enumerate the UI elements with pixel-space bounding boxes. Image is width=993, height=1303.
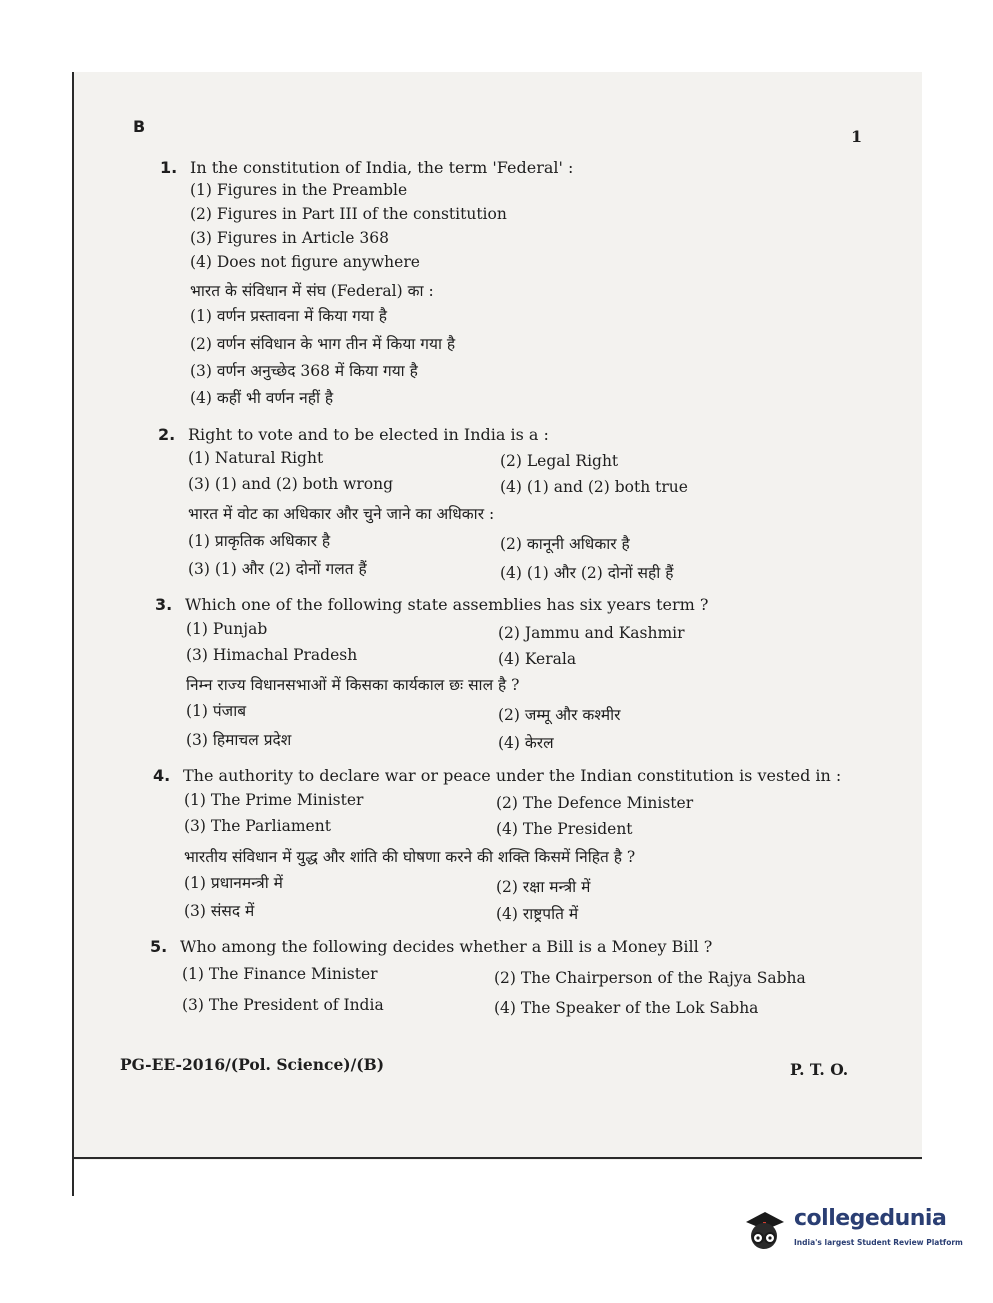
set-code: B — [133, 117, 146, 136]
hindi-option-1: (1) वर्णन प्रस्तावना में किया गया है — [190, 307, 388, 325]
option-3: (3) The Parliament — [184, 817, 331, 835]
question-number: 1. — [160, 158, 178, 177]
question-text: In the constitution of India, the term 'Federal' : — [190, 158, 574, 177]
hindi-option-3: (3) संसद में — [184, 902, 255, 920]
hindi-option-3: (3) (1) और (2) दोनों गलत हैं — [188, 560, 367, 578]
hindi-option-2: (2) रक्षा मन्त्री में — [496, 878, 591, 896]
collegedunia-watermark — [738, 1196, 968, 1260]
question-text: The authority to declare war or peace under the Indian constitution is vested in : — [183, 766, 842, 785]
brand-tagline: India's largest Student Review Platform — [794, 1238, 963, 1247]
option-3: (3) (1) and (2) both wrong — [188, 475, 394, 493]
option-4: (4) Kerala — [498, 650, 577, 668]
hindi-option-4: (4) केरल — [498, 734, 554, 752]
question-number: 4. — [153, 766, 171, 785]
question-number: 5. — [150, 937, 168, 956]
mascot-logo-icon — [738, 1196, 792, 1256]
hindi-question-text: भारतीय संविधान में युद्ध और शांति की घोषणा करने की शक्ति किसमें निहित है ? — [184, 848, 636, 866]
option-2: (2) Jammu and Kashmir — [498, 624, 685, 642]
option-4: (4) (1) and (2) both true — [500, 478, 688, 496]
hindi-option-1: (1) पंजाब — [186, 702, 247, 720]
paper-code: PG-EE-2016/(Pol. Science)/(B) — [120, 1055, 385, 1074]
option-1: (1) The Prime Minister — [184, 791, 364, 809]
hindi-option-2: (2) जम्मू और कश्मीर — [498, 706, 621, 724]
option-3: (3) Figures in Article 368 — [190, 229, 389, 247]
question-text: Right to vote and to be elected in India is a : — [188, 425, 549, 444]
page-number: 1 — [851, 127, 863, 146]
page-bottom-border — [72, 1157, 922, 1159]
option-1: (1) Natural Right — [188, 449, 324, 467]
hindi-option-2: (2) वर्णन संविधान के भाग तीन में किया गया है — [190, 335, 456, 353]
hindi-option-3: (3) वर्णन अनुच्छेद 368 में किया गया है — [190, 362, 418, 380]
option-1: (1) Figures in the Preamble — [190, 181, 408, 199]
question-number: 2. — [158, 425, 176, 444]
option-4: (4) Does not figure anywhere — [190, 253, 420, 271]
option-4: (4) The President — [496, 820, 633, 838]
hindi-option-3: (3) हिमाचल प्रदेश — [186, 731, 292, 749]
option-2: (2) Figures in Part III of the constitution — [190, 205, 507, 223]
option-2: (2) The Defence Minister — [496, 794, 694, 812]
option-2: (2) The Chairperson of the Rajya Sabha — [494, 969, 806, 987]
option-1: (1) Punjab — [186, 620, 268, 638]
question-text: Who among the following decides whether a Bill is a Money Bill ? — [180, 937, 713, 956]
hindi-option-1: (1) प्रधानमन्त्री में — [184, 874, 283, 892]
hindi-question-text: भारत में वोट का अधिकार और चुने जाने का अधिकार : — [188, 505, 495, 523]
hindi-option-4: (4) कहीं भी वर्णन नहीं है — [190, 389, 334, 407]
option-1: (1) The Finance Minister — [182, 965, 378, 983]
option-4: (4) The Speaker of the Lok Sabha — [494, 999, 759, 1017]
brand-name: collegedunia — [794, 1206, 947, 1231]
hindi-question-text: भारत के संविधान में संघ (Federal) का : — [190, 282, 434, 300]
option-3: (3) The President of India — [182, 996, 384, 1014]
pto-label: P. T. O. — [790, 1060, 849, 1079]
hindi-option-4: (4) (1) और (2) दोनों सही हैं — [500, 564, 674, 582]
hindi-question-text: निम्न राज्य विधानसभाओं में किसका कार्यकाल छः साल है ? — [186, 676, 520, 694]
hindi-option-2: (2) कानूनी अधिकार है — [500, 535, 630, 553]
hindi-option-1: (1) प्राकृतिक अधिकार है — [188, 532, 331, 550]
page-left-border — [72, 72, 74, 1196]
hindi-option-4: (4) राष्ट्रपति में — [496, 905, 579, 923]
question-number: 3. — [155, 595, 173, 614]
option-2: (2) Legal Right — [500, 452, 619, 470]
question-text: Which one of the following state assemblies has six years term ? — [185, 595, 709, 614]
option-3: (3) Himachal Pradesh — [186, 646, 358, 664]
